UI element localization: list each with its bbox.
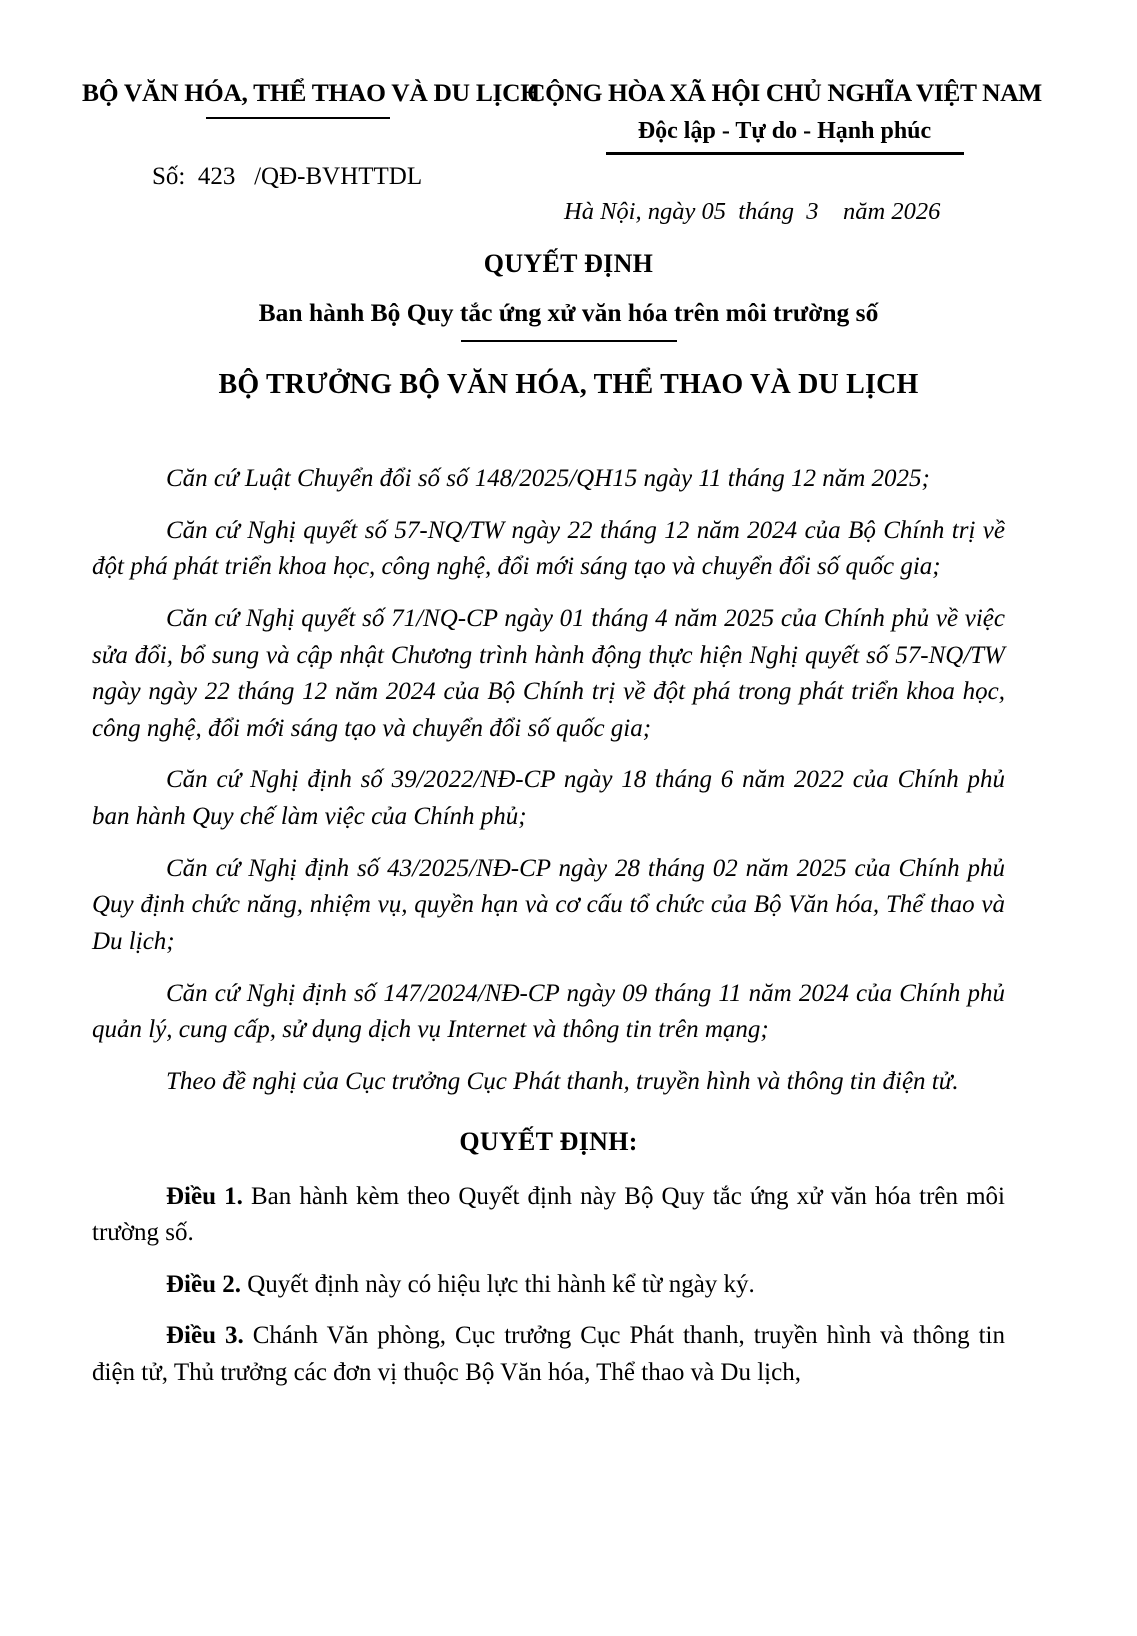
place-and-date: Hà Nội, ngày 05 tháng 3 năm 2026 xyxy=(564,198,941,225)
article-text: Quyết định này có hiệu lực thi hành kể từ ngày ký. xyxy=(241,1270,755,1298)
national-title: CỘNG HÒA XÃ HỘI CHỦ NGHĨA VIỆT NAM xyxy=(527,78,1042,107)
document-body xyxy=(92,461,1005,1392)
document-subject-title: Ban hành Bộ Quy tắc ứng xử văn hóa trên môi trường số xyxy=(258,298,879,328)
document-number: Số: 423 /QĐ-BVHTTDL xyxy=(152,163,423,190)
decision-heading: QUYẾT ĐỊNH: xyxy=(459,1127,638,1157)
article-item xyxy=(92,1267,1005,1304)
motto-underline-rule xyxy=(606,152,964,155)
article-label: Điều 1. xyxy=(166,1182,243,1210)
national-motto: Độc lập - Tự do - Hạnh phúc xyxy=(637,117,932,144)
article-label: Điều 3. xyxy=(166,1322,244,1350)
articles-list xyxy=(92,1179,1005,1392)
issuing-organization: BỘ VĂN HÓA, THỂ THAO VÀ DU LỊCH xyxy=(82,78,540,107)
organization-underline-rule xyxy=(206,117,390,119)
preamble-clause: Căn cứ Nghị quyết số 57-NQ/TW ngày 22 tháng 12 năm 2024 của Bộ Chính trị về đột phá phát triển khoa học, công nghệ, đổi mới sáng tạo và chuyển đổi số quốc gia; xyxy=(92,516,1005,581)
preamble-clause: Căn cứ Nghị định số 43/2025/NĐ-CP ngày 28 tháng 02 năm 2025 của Chính phủ Quy định chức năng, nhiệm vụ, quyền hạn và cơ cấu tổ chức của Bộ Văn hóa, Thể thao và Du lịch; xyxy=(92,854,1005,955)
article-text: Ban hành kèm theo Quyết định này Bộ Quy tắc ứng xử văn hóa trên môi trường số. xyxy=(92,1182,1005,1247)
letterhead-right xyxy=(514,78,1055,155)
preamble-clause: Căn cứ Nghị định số 39/2022/NĐ-CP ngày 18 tháng 6 năm 2022 của Chính phủ ban hành Quy chế làm việc của Chính phủ; xyxy=(92,766,1005,830)
issuing-authority-title: BỘ TRƯỞNG BỘ VĂN HÓA, THỂ THAO VÀ DU LỊCH xyxy=(218,368,919,400)
preamble-clause: Căn cứ Nghị định số 147/2024/NĐ-CP ngày 09 tháng 11 năm 2024 của Chính phủ quản lý, cung cấp, sử dụng dịch vụ Internet và thông tin trên mạng; xyxy=(92,979,1005,1044)
title-block xyxy=(82,248,1055,402)
article-text: Chánh Văn phòng, Cục trưởng Cục Phát thanh, truyền hình và thông tin điện tử, Thủ trưởng các đơn vị thuộc Bộ Văn hóa, Thể thao và Du lịch, xyxy=(92,1322,1005,1387)
subject-underline-rule xyxy=(461,340,677,342)
letterhead-left xyxy=(82,78,540,119)
letterhead xyxy=(82,78,1055,155)
document-type-title: QUYẾT ĐỊNH xyxy=(483,249,654,278)
article-label: Điều 2. xyxy=(166,1270,241,1298)
preamble-clause: Căn cứ Nghị quyết số 71/NQ-CP ngày 01 tháng 4 năm 2025 của Chính phủ về việc sửa đổi, bổ sung và cập nhật Chương trình hành động thực hiện Nghị quyết số 57-NQ/TW ngày ngày 22 tháng 12 năm 2024 của Bộ Chính trị về đột phá trong phát triển khoa học, công nghệ, đổi mới sáng tạo và chuyển đổi số quốc gia; xyxy=(92,604,1005,742)
preamble-clause: Theo đề nghị của Cục trưởng Cục Phát thanh, truyền hình và thông tin điện tử. xyxy=(166,1067,959,1095)
article-item xyxy=(92,1179,1005,1252)
preamble-clause: Căn cứ Luật Chuyển đổi số số 148/2025/QH15 ngày 11 tháng 12 năm 2025; xyxy=(166,465,930,492)
article-item xyxy=(92,1318,1005,1391)
